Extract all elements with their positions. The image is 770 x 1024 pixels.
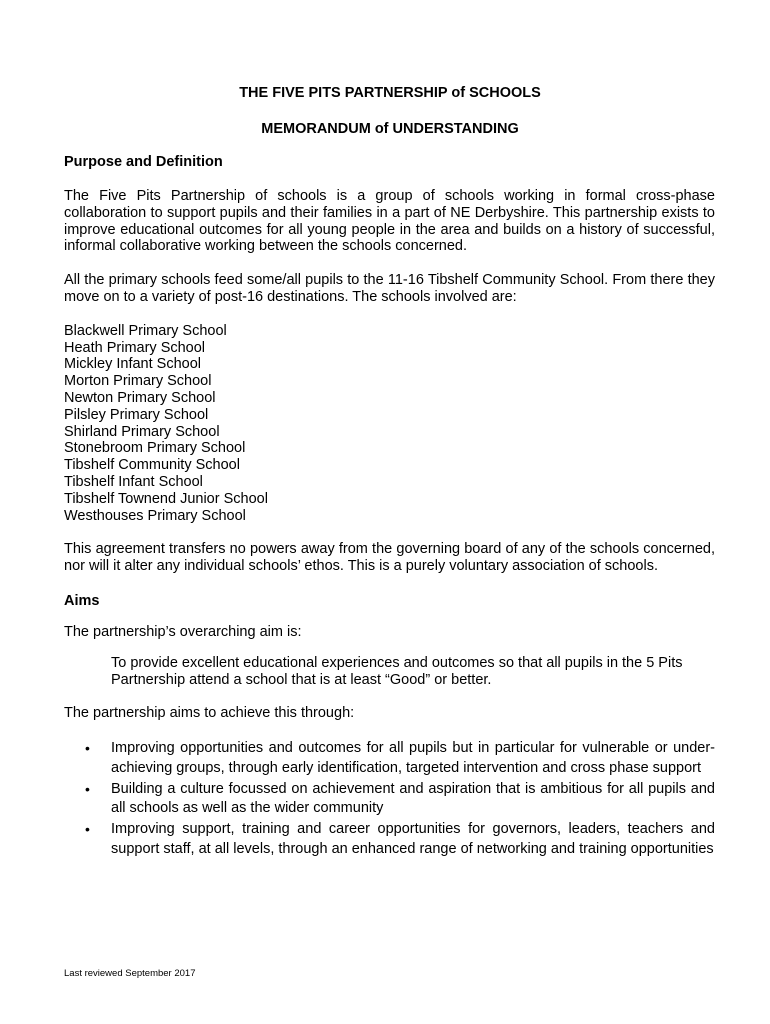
paragraph-feeder: All the primary schools feed some/all pupils to the 11-16 Tibshelf Community School. From there they move on to a variety of post-16 destinations. The schools involved are: — [64, 272, 715, 305]
school-item: Morton Primary School — [64, 373, 212, 390]
school-item: Heath Primary School — [64, 339, 206, 356]
paragraph-achieve: The partnership aims to achieve this through: — [64, 705, 355, 722]
heading-aims: Aims — [64, 592, 100, 609]
document-title: THE FIVE PITS PARTNERSHIP of SCHOOLS — [239, 85, 541, 101]
school-item: Pilsley Primary School — [64, 406, 209, 423]
document-subtitle: MEMORANDUM of UNDERSTANDING — [261, 121, 519, 137]
bullet-icon: • — [85, 740, 90, 757]
school-item: Mickley Infant School — [64, 356, 202, 373]
aim-item — [64, 739, 715, 778]
aim-item — [64, 780, 715, 819]
aim-text: Improving opportunities and outcomes for all pupils but in particular for vulnerable or under-achieving groups, through early identification, targeted intervention and cross phase support — [111, 740, 715, 776]
school-item: Stonebroom Primary School — [64, 440, 246, 457]
heading-purpose: Purpose and Definition — [64, 154, 223, 170]
school-item: Tibshelf Townend Junior School — [64, 490, 268, 507]
document-body — [64, 150, 715, 861]
page-footer: Last reviewed September 2017 — [64, 968, 196, 979]
school-item: Tibshelf Infant School — [64, 473, 203, 490]
aim-item — [64, 820, 715, 859]
paragraph-agreement: This agreement transfers no powers away from the governing board of any of the schools concerned, nor will it alter any individual schools’ ethos. This is a purely voluntary association of schools. — [64, 541, 715, 575]
aim-text: Building a culture focussed on achievement and aspiration that is ambitious for all pupils and all schools as well as the wider community — [111, 780, 715, 817]
paragraph-overarching-aim: The partnership’s overarching aim is: — [64, 623, 302, 640]
bullet-icon: • — [85, 821, 90, 838]
bullet-icon: • — [85, 780, 90, 797]
aim-text: Improving support, training and career opportunities for governors, leaders, teachers and support staff, at all levels, through an enhanced range of networking and training opportunities — [111, 821, 715, 857]
aim-quote: To provide excellent educational experiences and outcomes so that all pupils in the 5 Pits Partnership attend a school that is at least “Good” or better. — [111, 654, 683, 688]
school-item: Shirland Primary School — [64, 423, 220, 440]
school-item: Newton Primary School — [64, 389, 216, 406]
paragraph-purpose: The Five Pits Partnership of schools is a group of schools working in formal cross-phase collaboration to support pupils and their families in a part of NE Derbyshire. This partnership exists to improve educational outcomes for all young people in the area and builds on a history of successful, informal collaborative working between the schools concerned. — [64, 188, 715, 255]
school-list — [64, 323, 715, 525]
school-item: Tibshelf Community School — [64, 457, 240, 474]
school-item: Blackwell Primary School — [64, 322, 227, 339]
school-item: Westhouses Primary School — [64, 507, 246, 524]
aims-list — [64, 739, 715, 859]
